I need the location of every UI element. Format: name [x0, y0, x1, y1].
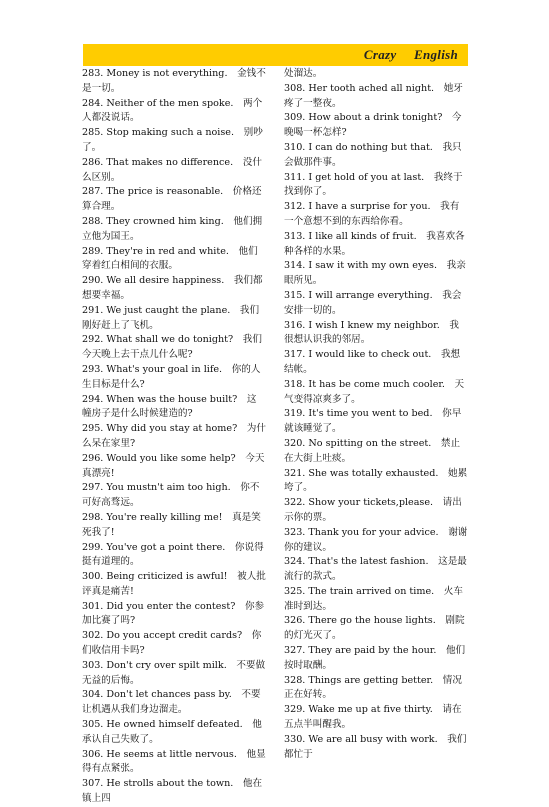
phrase-entry: 315. I will arrange everything. 我会安排一切的。 — [284, 289, 462, 316]
phrase-entry: 291. We just caught the plane. 我们刚好赶上了飞机。 — [82, 304, 260, 331]
phrase-entry: 300. Being criticized is awful! 被人批评真是痛苦! — [82, 571, 266, 597]
phrase-entry: 306. He seems at little nervous. 他显得有点紧张。 — [82, 748, 266, 775]
phrase-entry: 313. I like all kinds of fruit. 我喜欢各种各样的水果。 — [284, 230, 465, 257]
left-column — [82, 67, 266, 807]
right-column — [284, 67, 468, 762]
phrase-entry: 301. Did you enter the contest? 你参加比赛了吗? — [82, 600, 265, 627]
phrase-entry: 284. Neither of the men spoke. 两个人都没说话。 — [82, 97, 263, 124]
phrase-entry: 293. What's your goal in life. 你的人生目标是什么? — [82, 363, 261, 390]
phrase-entry: 290. We all desire happiness. 我们都想要幸福。 — [82, 275, 263, 301]
phrase-entry: 283. Money is not everything. 金钱不是一切。 — [82, 68, 266, 94]
phrase-entry: 286. That makes no difference. 没什么区别。 — [82, 156, 262, 183]
phrase-entry: 304. Don't let chances pass by. 不要让机遇从我们身边溜走。 — [82, 689, 261, 716]
phrase-entry: 329. Wake me up at five thirty. 请在五点半叫醒我。 — [284, 704, 462, 731]
phrase-entry: 323. Thank you for your advice. 谢谢你的建议。 — [284, 526, 468, 553]
phrase-entry: 312. I have a surprise for you. 我有一个意想不到的东西给你看。 — [284, 201, 460, 227]
phrase-entry: 289. They're in red and white. 他们穿着红白相间的衣服。 — [82, 245, 258, 272]
phrase-entry: 326. There go the house lights. 剧院的灯光灭了。 — [284, 615, 465, 642]
phrase-entry: 298. You're really killing me! 真是笑死我了! — [82, 511, 261, 538]
phrase-entry: 311. I get hold of you at last. 我终于找到你了。 — [284, 171, 463, 198]
phrase-entry: 325. The train arrived on time. 火车准时到达。 — [284, 585, 463, 612]
phrase-entry: 292. What shall we do tonight? 我们今天晚上去干点儿什么呢? — [82, 334, 262, 361]
phrase-entry: 285. Stop making such a noise. 别吵了。 — [82, 127, 263, 153]
phrase-entry: 319. It's time you went to bed. 你早就该睡觉了。 — [284, 408, 462, 435]
phrase-entry: 330. We are all busy with work. 我们都忙于 — [284, 733, 467, 760]
phrase-entry: 309. How about a drink tonight? 今晚喝一杯怎样? — [284, 112, 462, 139]
phrase-entry: 294. When was the house built? 这幢房子是什么时候建造的? — [82, 393, 257, 420]
header-banner — [83, 44, 468, 66]
phrase-entry: 295. Why did you stay at home? 为什么呆在家里? — [82, 423, 266, 449]
phrase-entry: 316. I wish I knew my neighbor. 我很想认识我的邻居。 — [284, 319, 459, 346]
phrase-entry: 307. He strolls about the town. 他在镇上四 — [82, 778, 263, 805]
phrase-entry: 299. You've got a point there. 你说得挺有道理的。 — [82, 541, 264, 568]
phrase-entry: 328. Things are getting better. 情况正在好转。 — [284, 674, 462, 701]
phrase-entry: 296. Would you like some help? 今天真漂亮! — [82, 452, 265, 479]
phrase-entry: 310. I can do nothing but that. 我只会做那件事。 — [284, 141, 462, 168]
phrase-entry: 305. He owned himself defeated. 他承认自己失败了。 — [82, 719, 262, 745]
phrase-entry: 308. Her tooth ached all night. 她牙疼了一整夜。 — [284, 82, 463, 109]
phrase-entry: 320. No spitting on the street. 禁止在大街上吐痰。 — [284, 437, 461, 464]
phrase-entry: 318. It has be come much cooler. 天气变得凉爽多了。 — [284, 378, 465, 405]
phrase-entry: 327. They are paid by the hour. 他们按时取酬。 — [284, 645, 466, 671]
phrase-entry: 314. I saw it with my own eyes. 我亲眼所见。 — [284, 260, 466, 287]
phrase-entry: 302. Do you accept credit cards? 你们收信用卡吗? — [82, 630, 262, 657]
phrase-entry: 297. You mustn't aim too high. 你不可好高骛远。 — [82, 482, 260, 509]
phrase-entry: 287. The price is reasonable. 价格还算合理。 — [82, 186, 262, 213]
phrase-entry: 317. I would like to check out. 我想结帐。 — [284, 349, 461, 375]
phrase-entry: 322. Show your tickets,please. 请出示你的票。 — [284, 497, 462, 523]
phrase-entry: 303. Don't cry over spilt milk. 不要做无益的后悔。 — [82, 659, 266, 686]
phrase-entry: 321. She was totally exhausted. 她累垮了。 — [284, 467, 468, 494]
phrase-entry: 288. They crowned him king. 他们拥立他为国王。 — [82, 215, 263, 242]
phrase-entry: 处溜达。 — [284, 68, 323, 79]
phrase-entry: 324. That's the latest fashion. 这是最流行的款式。 — [284, 556, 467, 583]
header-title: Crazy English — [363, 47, 458, 62]
